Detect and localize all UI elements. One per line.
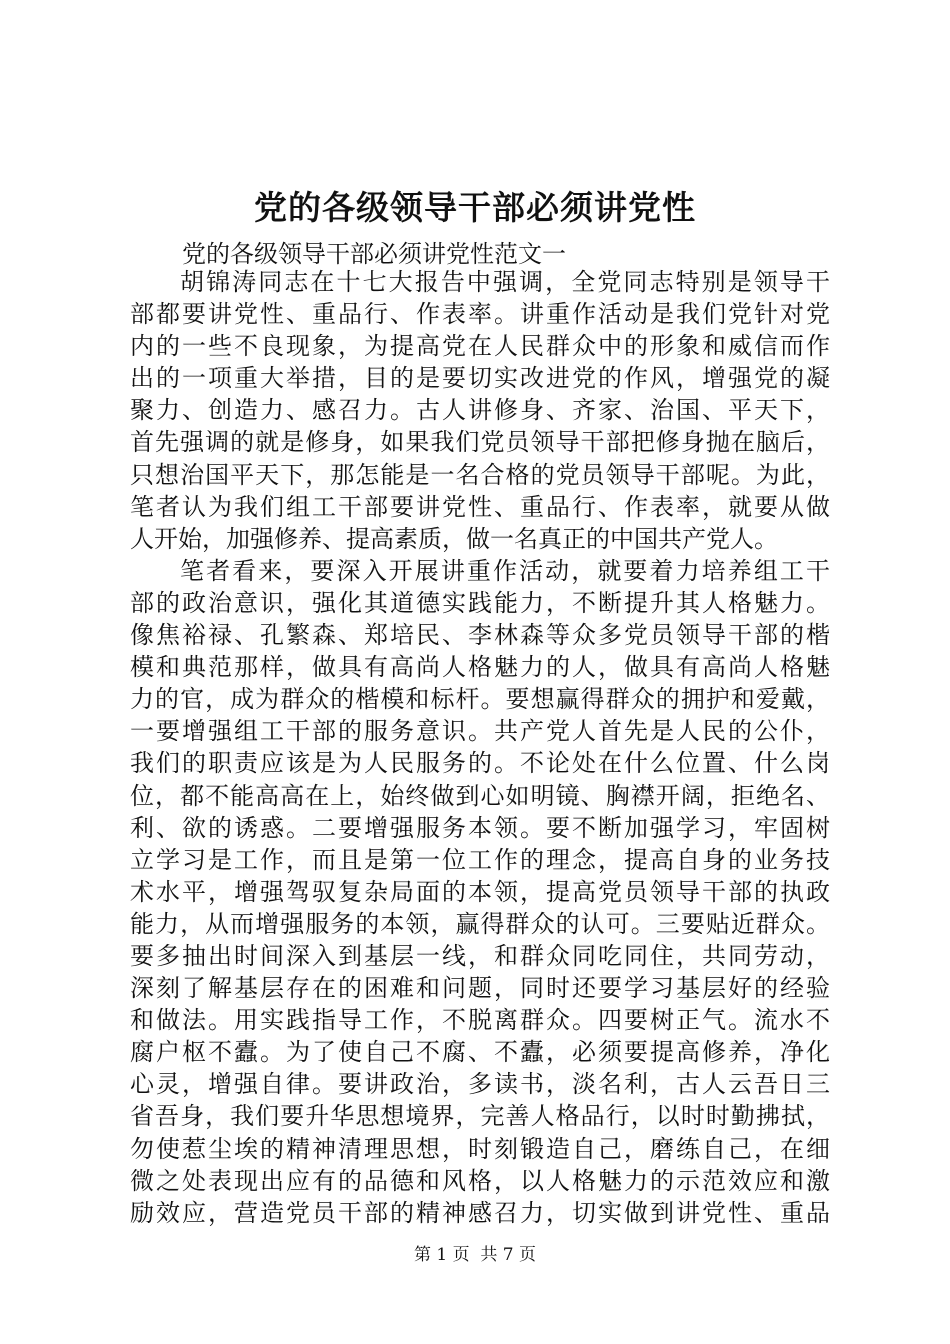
body-line: 人开始，加强修养、提高素质，做一名真正的中国共产党人。 bbox=[130, 524, 778, 553]
body-line: 笔者认为我们组工干部要讲党性、重品行、作表率，就要从做 bbox=[130, 492, 830, 521]
body-line: 能力，从而增强服务的本领，赢得群众的认可。三要贴近群众。 bbox=[130, 909, 830, 938]
body-line: 胡锦涛同志在十七大报告中强调，全党同志特别是领导干 bbox=[180, 268, 830, 296]
document-body bbox=[130, 266, 830, 1229]
body-line: 微之处表现出应有的品德和风格，以人格魅力的示范效应和激 bbox=[130, 1166, 830, 1195]
body-line: 笔者看来，要深入开展讲重作活动，就要着力培养组工干 bbox=[180, 556, 830, 585]
body-line: 部的政治意识，强化其道德实践能力，不断提升其人格魅力。 bbox=[130, 588, 830, 617]
page-indicator: 第 1 页 共 7 页 bbox=[413, 1245, 537, 1265]
body-line: 像焦裕禄、孔繁森、郑培民、李林森等众多党员领导干部的楷 bbox=[130, 621, 830, 650]
body-line: 聚力、创造力、感召力。古人讲修身、齐家、治国、平天下， bbox=[130, 396, 830, 425]
body-line: 立学习是工作，而且是第一位工作的理念，提高自身的业务技 bbox=[130, 845, 830, 874]
body-line: 利、欲的诱惑。二要增强服务本领。要不断加强学习，牢固树 bbox=[130, 813, 830, 842]
body-line: 一要增强组工干部的服务意识。共产党人首先是人民的公仆， bbox=[130, 717, 830, 746]
body-line: 深刻了解基层存在的困难和问题，同时还要学习基层好的经验 bbox=[130, 974, 830, 1003]
body-line: 位，都不能高高在上，始终做到心如明镜、胸襟开阔，拒绝名、 bbox=[130, 781, 830, 810]
document-title: 党的各级领导干部必须讲党性 bbox=[254, 188, 696, 227]
document-subtitle: 党的各级领导干部必须讲党性范文一 bbox=[182, 240, 566, 268]
body-line: 出的一项重大举措，目的是要切实改进党的作风，增强党的凝 bbox=[130, 364, 830, 393]
body-line: 部都要讲党性、重品行、作表率。讲重作活动是我们党针对党 bbox=[130, 300, 830, 329]
body-line: 只想治国平天下，那怎能是一名合格的党员领导干部呢。为此， bbox=[130, 460, 830, 489]
body-line: 内的一些不良现象，为提高党在人民群众中的形象和威信而作 bbox=[130, 332, 830, 361]
body-line: 要多抽出时间深入到基层一线，和群众同吃同住，共同劳动， bbox=[130, 941, 830, 970]
body-line: 和做法。用实践指导工作，不脱离群众。四要树正气。流水不 bbox=[130, 1006, 830, 1035]
body-line: 我们的职责应该是为人民服务的。不论处在什么位置、什么岗 bbox=[130, 749, 830, 778]
body-line: 励效应，营造党员干部的精神感召力，切实做到讲党性、重品 bbox=[130, 1198, 830, 1227]
body-line: 心灵，增强自律。要讲政治，多读书，淡名利，古人云吾日三 bbox=[130, 1070, 830, 1099]
body-line: 力的官，成为群众的楷模和标杆。要想赢得群众的拥护和爱戴， bbox=[130, 685, 830, 714]
body-line: 勿使惹尘埃的精神清理思想，时刻锻造自己，磨练自己，在细 bbox=[130, 1134, 830, 1163]
body-line: 省吾身，我们要升华思想境界，完善人格品行，以时时勤拂拭， bbox=[130, 1102, 830, 1131]
body-line: 首先强调的就是修身，如果我们党员领导干部把修身抛在脑后， bbox=[130, 428, 830, 457]
body-line: 模和典范那样，做具有高尚人格魅力的人，做具有高尚人格魅 bbox=[130, 653, 830, 682]
body-line: 腐户枢不蠹。为了使自己不腐、不蠹，必须要提高修养，净化 bbox=[130, 1038, 830, 1067]
body-line: 术水平，增强驾驭复杂局面的本领，提高党员领导干部的执政 bbox=[130, 877, 830, 906]
